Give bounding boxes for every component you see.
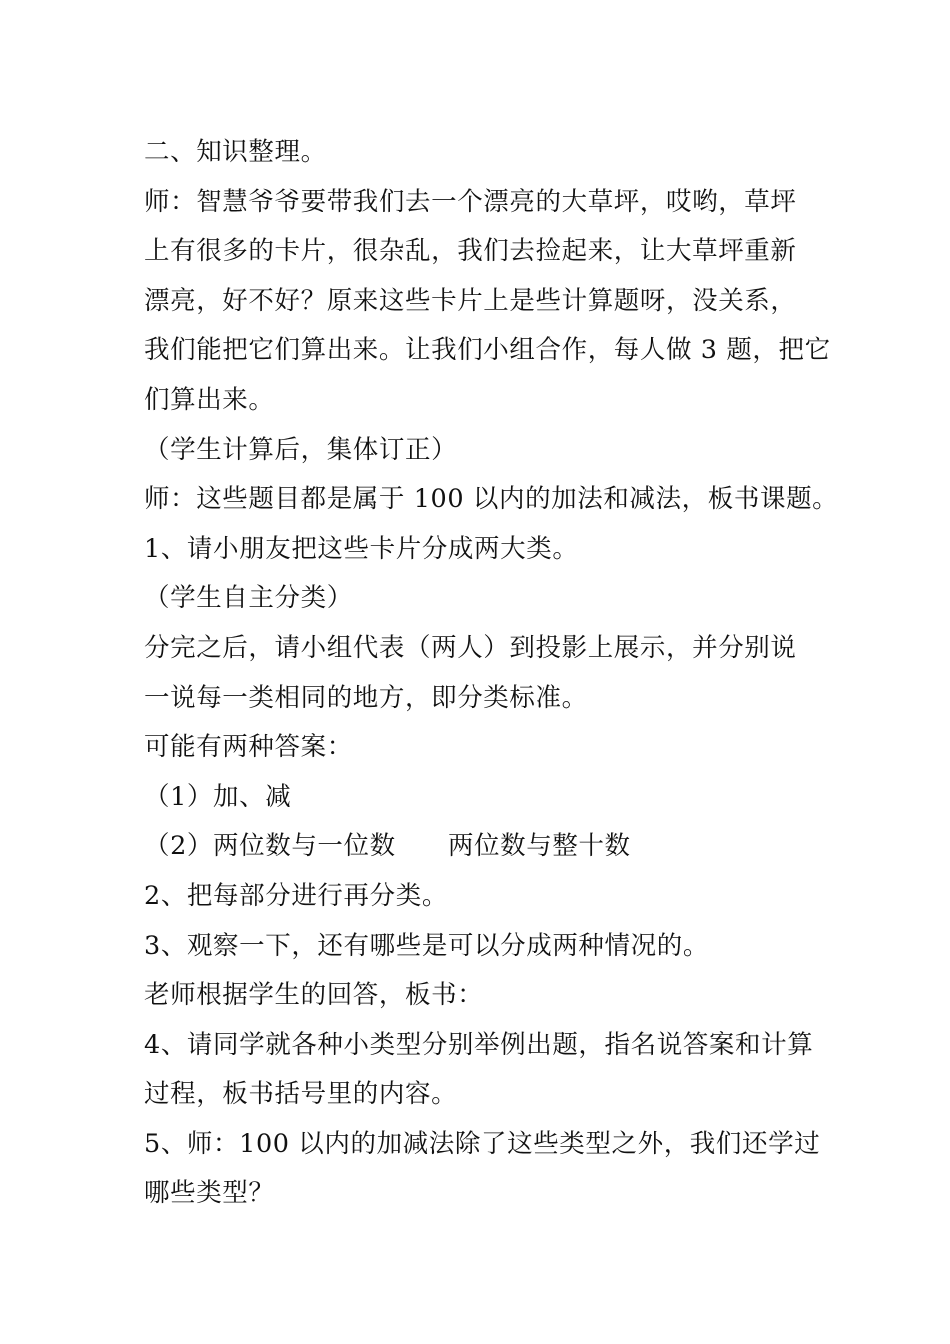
text-line: 3、观察一下，还有哪些是可以分成两种情况的。: [144, 930, 709, 961]
text-line: 老师根据学生的回答，板书：: [144, 980, 484, 1011]
text-line: 我们能把它们算出来。让我们小组合作，每人做 3 题，把它: [144, 335, 831, 366]
text-line: 们算出来。: [144, 384, 275, 415]
text-line: 2、把每部分进行再分类。: [144, 880, 448, 911]
text-line: 4、请同学就各种小类型分别举例出题，指名说答案和计算: [144, 1029, 814, 1060]
text-line: 哪些类型？: [144, 1178, 275, 1209]
text-line: 漂亮，好不好？原来这些卡片上是些计算题呀，没关系，: [144, 285, 797, 316]
document-body: [144, 128, 839, 1219]
section-heading: 二、知识整理。: [144, 137, 327, 167]
text-line: 1、请小朋友把这些卡片分成两大类。: [144, 533, 579, 564]
text-line: 过程，板书括号里的内容。: [144, 1079, 458, 1110]
text-line: 上有很多的卡片，很杂乱，我们去捡起来，让大草坪重新: [144, 236, 797, 267]
text-line: （2）两位数与一位数 两位数与整十数: [144, 831, 631, 862]
text-line: （学生自主分类）: [144, 583, 353, 614]
text-line: 一说每一类相同的地方，即分类标准。: [144, 682, 588, 713]
text-line: （学生计算后，集体订正）: [144, 434, 458, 465]
text-line: 可能有两种答案：: [144, 732, 353, 763]
text-line: 5、师：100 以内的加减法除了这些类型之外，我们还学过: [144, 1128, 821, 1159]
text-line: 分完之后，请小组代表（两人）到投影上展示，并分别说: [144, 632, 797, 663]
text-line: （1）加、减: [144, 781, 292, 812]
text-line: 师：这些题目都是属于 100 以内的加法和减法，板书课题。: [144, 484, 839, 515]
text-line: 师：智慧爷爷要带我们去一个漂亮的大草坪，哎哟，草坪: [144, 186, 797, 217]
